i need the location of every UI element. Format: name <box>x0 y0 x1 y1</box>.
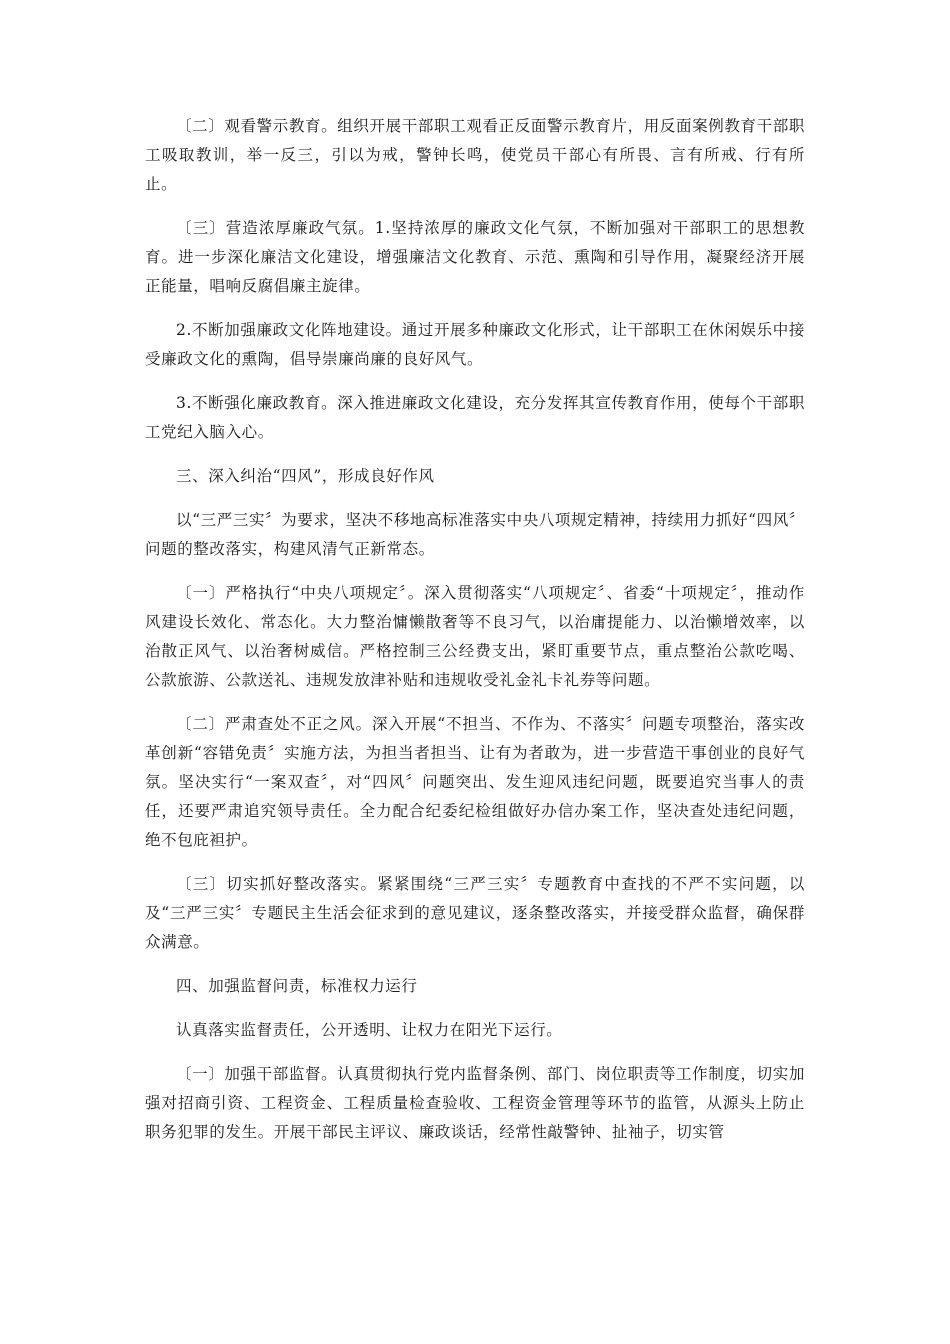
document-page <box>145 112 805 1162</box>
paragraph-culture-position: 2.不断加强廉政文化阵地建设。通过开展多种廉政文化形式，让干部职工在休闲娱乐中接受廉政文化的熏陶，倡导崇廉尚廉的良好风气。 <box>145 321 805 368</box>
paragraph-supervision-intro: 认真落实监督责任，公开透明、让权力在阳光下运行。 <box>176 1021 563 1039</box>
paragraph-cadre-supervision: 〔一〕加强干部监督。认真贯彻执行党内监督条例、部门、岗位职责等工作制度，切实加强对招商引资、工程资金、工程质量检查验收、工程资金管理等环节的监管，从源头上防止职务犯罪的发生。开展干部民主评议、廉政谈话，经常性敲警钟、扯袖子，切实管 <box>145 1065 805 1141</box>
paragraph-clean-atmosphere: 〔三〕营造浓厚廉政气氛。1.坚持浓厚的廉政文化气氛，不断加强对干部职工的思想教育。进一步深化廉洁文化建设，增强廉洁文化教育、示范、熏陶和引导作用，凝聚经济开展正能量，唱响反腐倡廉主旋律。 <box>145 219 805 295</box>
paragraph-rectification: 〔三〕切实抓好整改落实。紧紧围绕“三严三实〞专题教育中查找的不严不实问题，以及“三严三实〞专题民主生活会征求到的意见建议，逐条整改落实，并接受群众监督，确保群众满意。 <box>145 875 805 951</box>
paragraph-eight-rules: 〔一〕严格执行“中央八项规定〞。深入贯彻落实“八项规定〞、省委“十项规定〞，推动作风建设长效化、常态化。大力整治慵懒散奢等不良习气，以治庸提能力、以治懒增效率，以治散正风气、以治奢树威信。严格控制三公经费支出，紧盯重要节点，重点整治公款吃喝、公款旅游、公款送礼、违规发放津补贴和违规收受礼金礼卡礼券等问题。 <box>145 584 805 689</box>
paragraph-investigate-misconduct: 〔二〕严肃查处不正之风。深入开展“不担当、不作为、不落实〞问题专项整治，落实改革创新“容错免责〞实施方法，为担当者担当、让有为者敢为，进一步营造干事创业的良好气氛。坚决实行“一案双查〞，对“四风〞问题突出、发生迎风违纪问题，既要追究当事人的责任，还要严肃追究领导责任。全力配合纪委纪检组做好办信办案工作，坚决查处违纪问题，绝不包庇袒护。 <box>145 715 805 849</box>
paragraph-warning-education: 〔二〕观看警示教育。组织开展干部职工观看正反面警示教育片，用反面案例教育干部职工吸取教训，举一反三，引以为戒，警钟长鸣，使党员干部心有所畏、言有所戒、行有所止。 <box>145 117 805 193</box>
paragraph-three-strict-intro: 以“三严三实〞为要求，坚决不移地高标准落实中央八项规定精神，持续用力抓好“四风〞问题的整改落实，构建风清气正新常态。 <box>145 511 805 558</box>
paragraph-strengthen-education: 3.不断强化廉政教育。深入推进廉政文化建设，充分发挥其宣传教育作用，使每个干部职工党纪入脑入心。 <box>145 394 805 441</box>
section-heading-supervision: 四、加强监督问责，标准权力运行 <box>176 977 418 995</box>
section-heading-four-winds: 三、深入纠治“四风”，形成良好作风 <box>176 467 435 485</box>
